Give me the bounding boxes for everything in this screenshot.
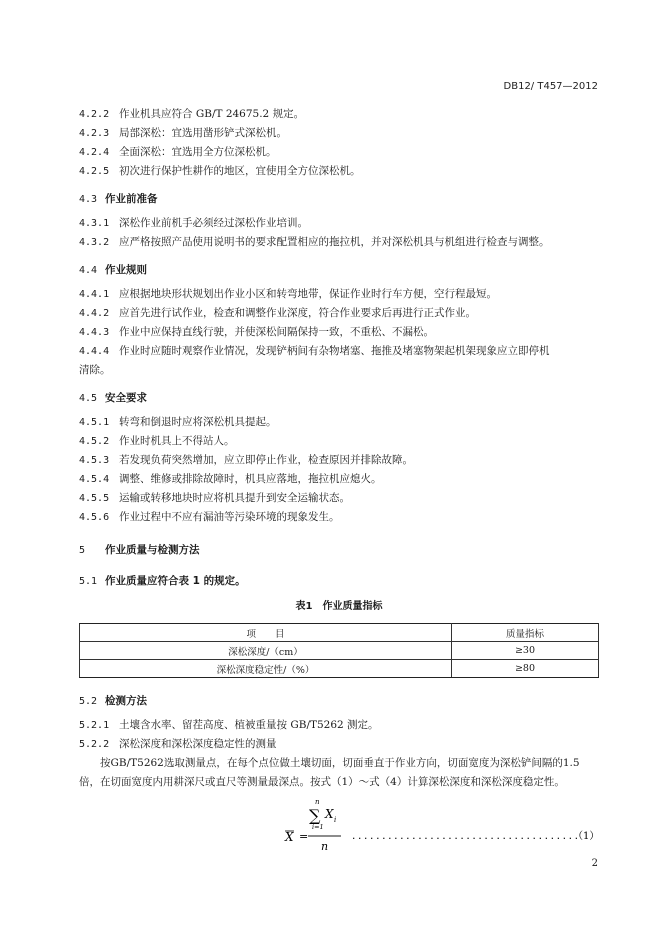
formula-numerator-sub: i: [334, 816, 337, 824]
heading-5-1: 5.1 作业质量应符合表 1 的规定。: [79, 575, 246, 587]
clause-5-2-1: 5.2.1 土壤含水率、留茬高度、植被重量按 GB/T5262 测定。: [79, 719, 379, 731]
table-header-index: 质量指标: [452, 624, 599, 642]
heading-4-4: 4.4 作业规则: [79, 264, 147, 276]
clause-4-2-2: 4.2.2 作业机具应符合 GB/T 24675.2 规定。: [79, 108, 305, 120]
table-1-title: 表1 作业质量指标: [295, 601, 383, 612]
table-header-item: 项 目: [80, 624, 452, 642]
clause-4-2-3: 4.2.3 局部深松：宜选用凿形铲式深松机。: [79, 127, 287, 139]
section-4-2-items: [79, 105, 599, 181]
page-number: 2: [591, 858, 598, 869]
clause-4-4-4-continuation: 清除。: [79, 364, 111, 376]
table-cell: ≥80: [452, 660, 599, 678]
clause-5-2-2: 5.2.2 深松深度和深松深度稳定性的测量: [79, 738, 277, 750]
formula-numerator-var: X: [325, 807, 334, 821]
clause-4-5-2: 4.5.2 作业时机具上不得站人。: [79, 435, 235, 447]
document-body: [79, 105, 599, 854]
clause-4-5-3: 4.5.3 若发现负荷突然增加，应立即停止作业，检查原因并排除故障。: [79, 454, 413, 466]
formula-number: （1）: [573, 831, 599, 842]
clause-4-4-3: 4.4.3 作业中应保持直线行驶，并使深松间隔保持一致，不重松、不漏松。: [79, 326, 434, 338]
clause-4-3-1: 4.3.1 深松作业前机手必须经过深松作业培训。: [79, 217, 308, 229]
heading-4-3: 4.3 作业前准备: [79, 193, 158, 205]
formula-denominator: n: [321, 840, 329, 853]
formula-sum-symbol: ∑: [309, 806, 321, 825]
measurement-paragraph: 按GB/T5262选取测量点，在每个点位做土壤切面，切面垂直于作业方向，切面宽度为深松铲间隔的1.5倍，在切面宽度内用耕深尺或直尺等测量最深点。按式（1）～式（4）计算深松深度和深松深度稳定性。: [79, 757, 580, 788]
clause-4-4-2: 4.4.2 应首先进行试作业，检查和调整作业深度，符合作业要求后再进行正式作业。: [79, 307, 476, 319]
formula-sum-lower: i=1: [312, 823, 324, 831]
clause-4-2-4: 4.2.4 全面深松：宜选用全方位深松机。: [79, 146, 277, 158]
clause-4-5-1: 4.5.1 转弯和倒退时应将深松机具提起。: [79, 416, 277, 428]
formula-equals: =: [299, 830, 309, 843]
document-code: DB12/ T457—2012: [503, 81, 598, 92]
heading-5-2: 5.2 检测方法: [79, 695, 147, 707]
clause-4-2-5: 4.2.5 初次进行保护性耕作的地区，宜使用全方位深松机。: [79, 165, 361, 177]
table-header-row: [80, 624, 599, 642]
heading-4-5: 4.5 安全要求: [79, 392, 147, 404]
formula-1: [79, 796, 599, 854]
clause-4-4-1: 4.4.1 应根据地块形状规划出作业小区和转弯地带，保证作业时行车方便，空行程最短。: [79, 288, 497, 300]
table-cell: 深松深度稳定性/（%）: [80, 660, 452, 678]
table-cell: ≥30: [452, 642, 599, 660]
table-row: [80, 660, 599, 678]
table-cell: 深松深度/（cm）: [80, 642, 452, 660]
heading-5: 5 作业质量与检测方法: [79, 544, 200, 556]
formula-lhs: X: [285, 830, 294, 844]
clause-4-3-2: 4.3.2 应严格按照产品使用说明书的要求配置相应的拖拉机，并对深松机具与机组进行检查与调整。: [79, 236, 550, 248]
formula-leader-dots: ......................................: [351, 832, 580, 842]
clause-4-5-4: 4.5.4 调整、维修或排除故障时，机具应落地，拖拉机应熄火。: [79, 473, 382, 485]
clause-4-5-5: 4.5.5 运输或转移地块时应将机具提升到安全运输状态。: [79, 492, 350, 504]
quality-table: [79, 623, 599, 678]
table-row: [80, 642, 599, 660]
clause-4-4-4: 4.4.4 作业时应随时观察作业情况，发现铲柄间有杂物堵塞、拖推及堵塞物架起机架现象应立即停机: [79, 345, 550, 357]
formula-sum-upper: n: [315, 798, 320, 806]
formula-svg: [79, 796, 599, 854]
clause-4-5-6: 4.5.6 作业过程中不应有漏油等污染环境的现象发生。: [79, 511, 340, 523]
